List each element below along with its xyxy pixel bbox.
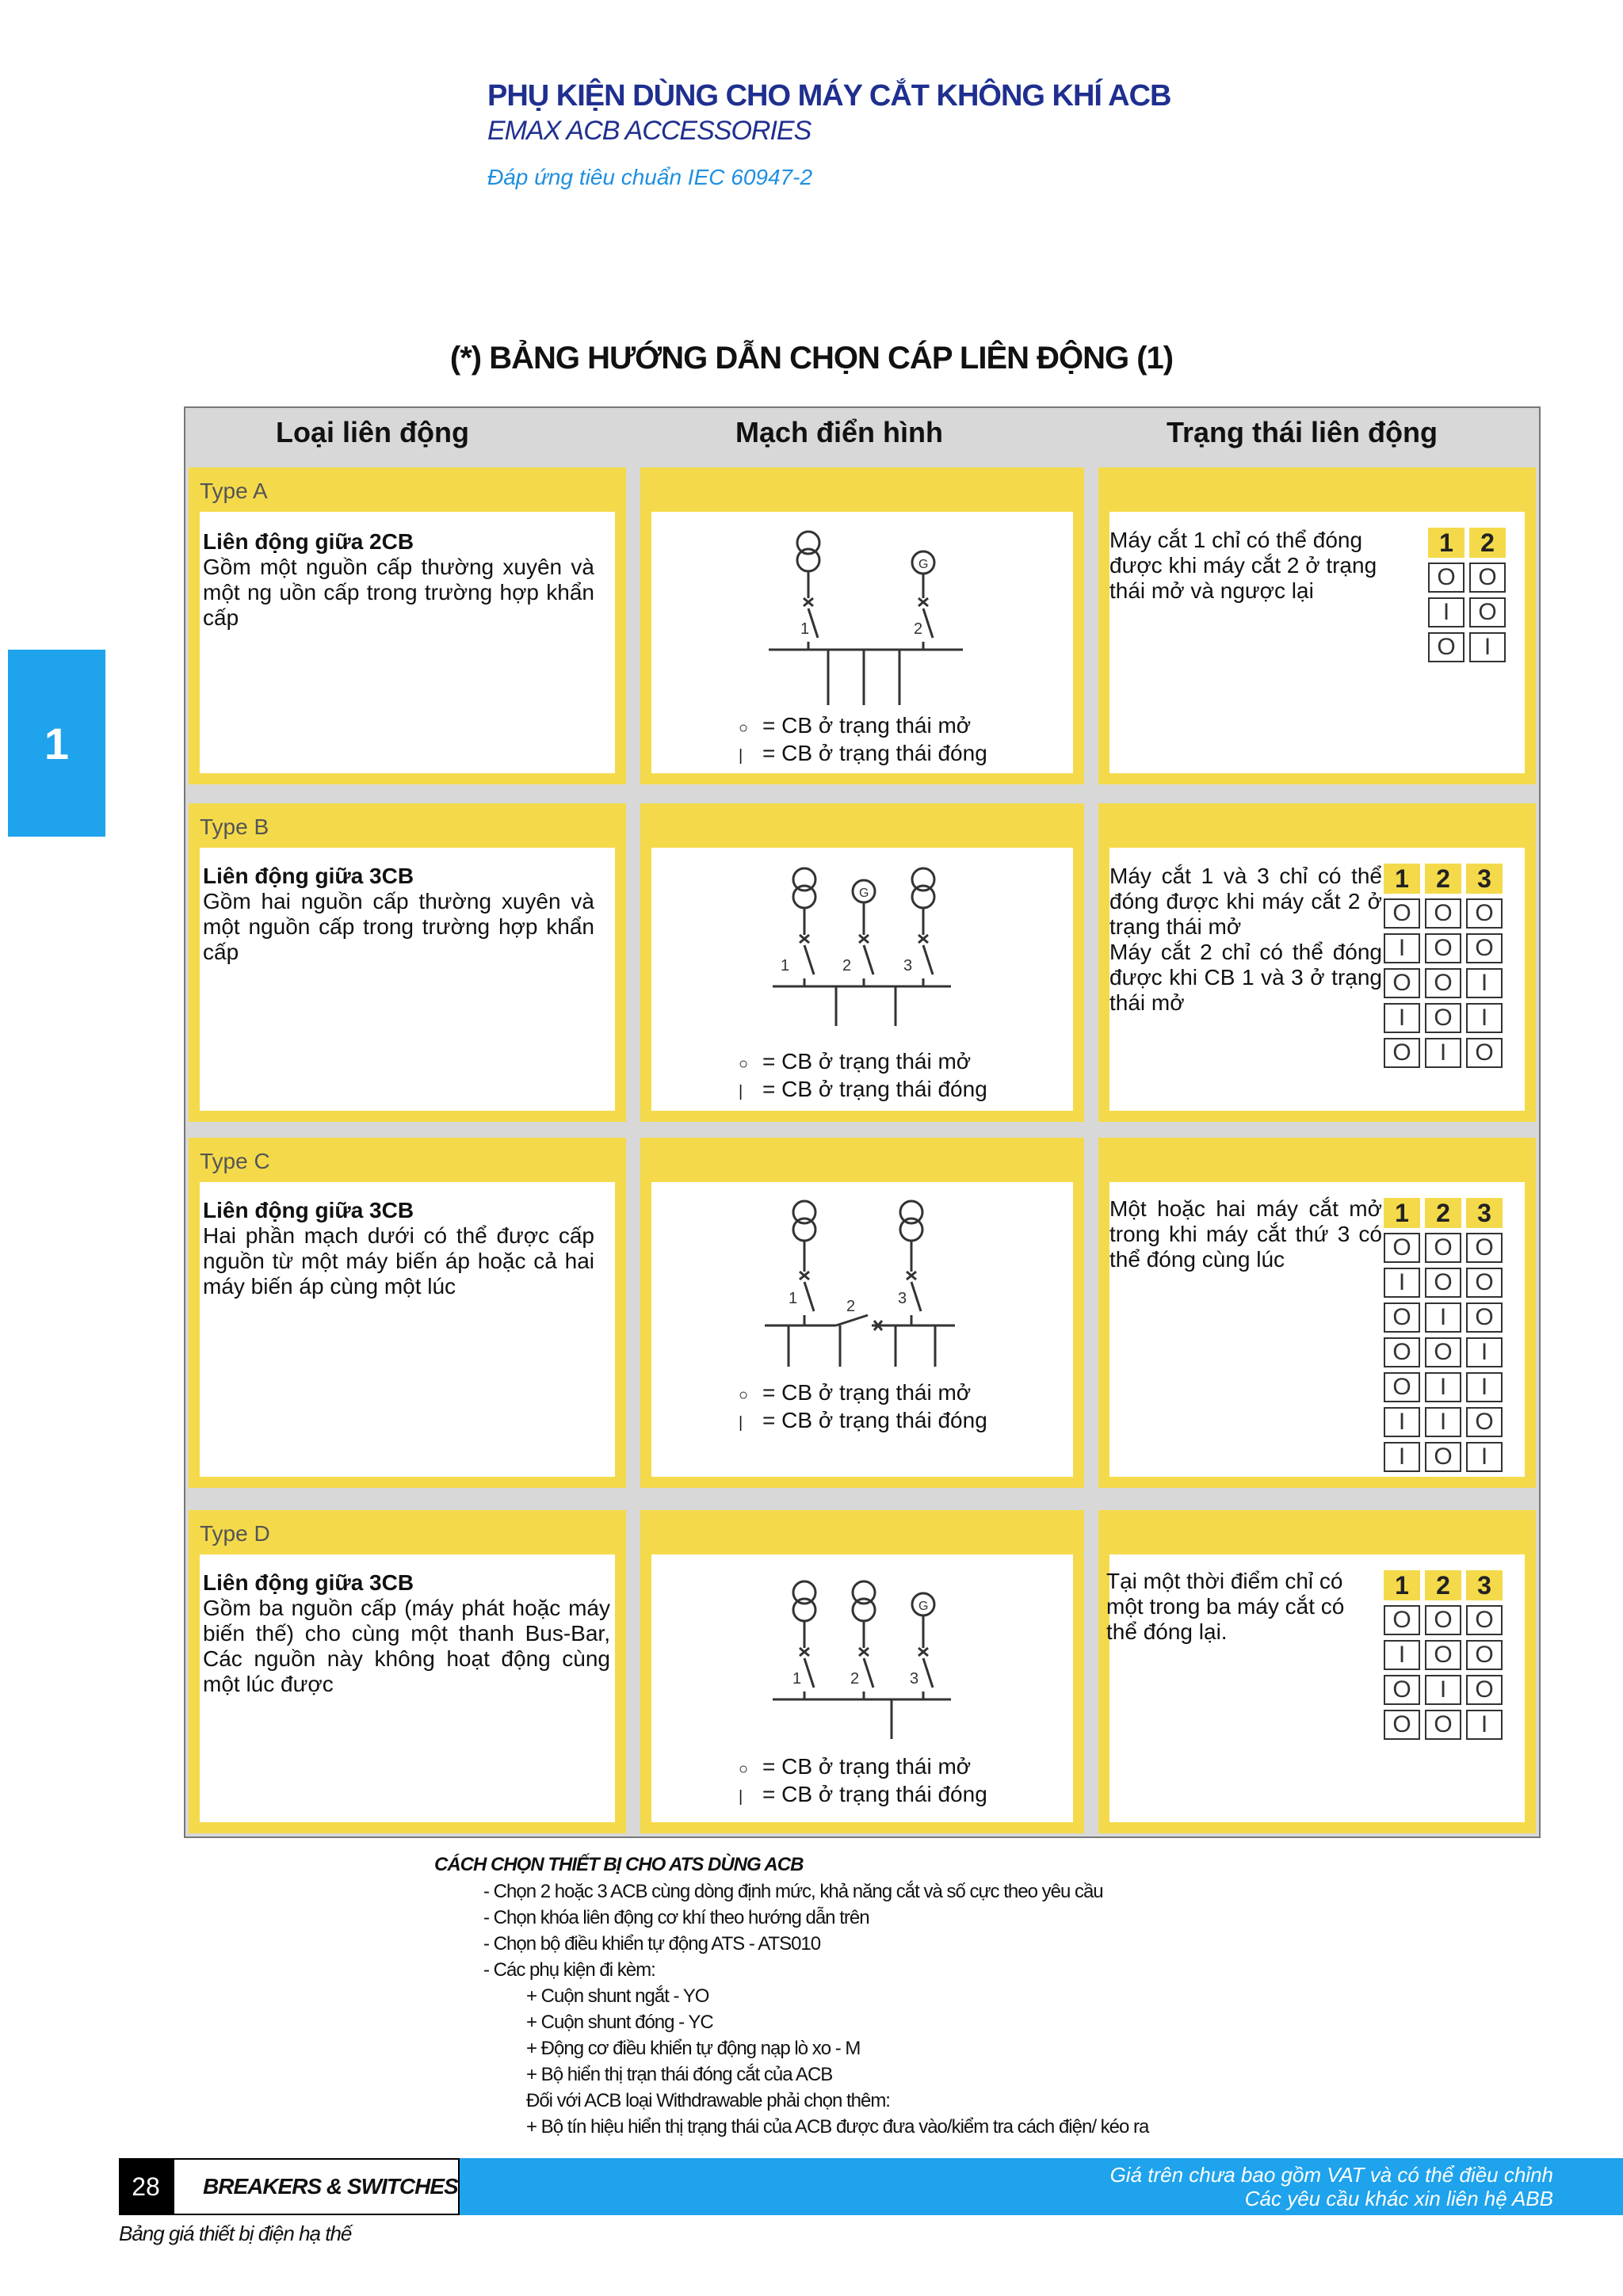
state-cell: I: [1384, 1003, 1420, 1033]
closed-symbol-icon: |: [739, 1083, 743, 1100]
state-row: [1384, 968, 1503, 998]
type-d-state-bar: [1098, 1510, 1536, 1554]
state-row: [1384, 1233, 1503, 1263]
state-cell: O: [1425, 933, 1461, 963]
state-row: [1384, 1407, 1503, 1437]
state-cell: O: [1466, 1640, 1503, 1670]
type-d-label: Type D: [200, 1521, 270, 1546]
type-c-label: Type C: [200, 1149, 270, 1173]
closed-symbol-icon: |: [739, 747, 743, 765]
state-cell: I: [1425, 1407, 1461, 1437]
state-cell: I: [1469, 632, 1506, 662]
type-a-title: Liên động giữa 2CB: [203, 529, 414, 554]
state-cell: O: [1425, 1710, 1461, 1740]
note-line: - Các phụ kiện đi kèm:: [483, 1959, 655, 1981]
type-a-label: Type A: [200, 479, 268, 503]
type-a-circuit-diagram: [753, 523, 975, 705]
state-cell: I: [1384, 1640, 1420, 1670]
state-header-cb1: 1: [1428, 528, 1465, 558]
state-cell: O: [1428, 563, 1465, 593]
state-cell: O: [1466, 1605, 1503, 1635]
state-table: [1379, 1566, 1507, 1745]
state-header-cb1: 1: [1384, 1198, 1420, 1228]
state-cell: O: [1384, 1675, 1420, 1705]
state-cell: O: [1384, 968, 1420, 998]
generator-icon: G: [918, 558, 929, 571]
state-row: [1384, 898, 1503, 929]
state-header-cb2: 2: [1469, 528, 1506, 558]
type-b-state-grid: [1379, 859, 1507, 1073]
open-symbol-icon: ○: [739, 1055, 749, 1073]
state-header-cb2: 2: [1425, 1570, 1461, 1600]
closed-symbol-icon: |: [739, 1414, 743, 1432]
type-d-state-text: Tại một thời điểm chỉ có một trong ba máy cắt có thể đóng lại.: [1106, 1569, 1345, 1644]
state-row: [1428, 597, 1506, 627]
note-sub-line: + Cuộn shunt đóng - YC: [526, 2012, 713, 2033]
document-title: PHỤ KIỆN DÙNG CHO MÁY CẮT KHÔNG KHÍ ACB: [487, 79, 1171, 113]
column-header-circuit: Mạch điển hình: [735, 416, 944, 448]
closed-symbol-icon: |: [739, 1788, 743, 1806]
type-c-state-text: Một hoặc hai máy cắt mở trong khi máy cắt thứ 3 có thể đóng cùng lúc: [1109, 1196, 1382, 1272]
table-title: (*) BẢNG HƯỚNG DẪN CHỌN CÁP LIÊN ĐỘNG (1): [449, 341, 1174, 376]
state-row: [1384, 1003, 1503, 1033]
standard-note: Đáp ứng tiêu chuẩn IEC 60947-2: [487, 165, 813, 189]
state-header-cb3: 3: [1466, 1198, 1503, 1228]
type-b-desc-text: Gồm hai nguồn cấp thường xuyên và một nguồn cấp trong trường hợp khẩn cấp: [203, 889, 594, 964]
footer-note-bar: [460, 2158, 1623, 2215]
state-row: [1384, 1710, 1503, 1740]
state-header-cb1: 1: [1384, 864, 1420, 894]
note-line: - Chọn 2 hoặc 3 ACB cùng dòng định mức, khả năng cắt và số cực theo yêu cầu: [483, 1881, 1103, 1902]
state-header-cb2: 2: [1425, 1198, 1461, 1228]
state-cell: O: [1469, 597, 1506, 627]
state-cell: I: [1425, 1038, 1461, 1068]
open-symbol-icon: ○: [739, 719, 749, 737]
type-d-desc-text: Gồm ba nguồn cấp (máy phát hoặc máy biến thế) cho cùng một thanh Bus-Bar, Các nguồn này không hoạt động cùng một lúc được: [203, 1596, 610, 1696]
note-line: - Chọn bộ điều khiển tự động ATS - ATS010: [483, 1933, 821, 1955]
note-sub-line: + Bộ hiển thị trạn thái đóng cắt của ACB: [526, 2064, 833, 2085]
state-header-cb1: 1: [1384, 1570, 1420, 1600]
type-c-title: Liên động giữa 3CB: [203, 1198, 414, 1222]
state-cell: O: [1466, 1302, 1503, 1333]
document-subtitle: EMAX ACB ACCESSORIES: [487, 116, 812, 146]
state-row: [1384, 1605, 1503, 1635]
type-b-state-bar: [1098, 803, 1536, 848]
note-sub-line: + Bộ tín hiệu hiển thị trạng thái của ACB được đưa vào/kiểm tra cách điện/ kéo ra: [526, 2116, 1149, 2138]
state-cell: O: [1384, 1302, 1420, 1333]
state-cell: O: [1466, 1407, 1503, 1437]
type-c-circuit-diagram: [757, 1192, 963, 1375]
state-cell: O: [1466, 898, 1503, 929]
type-b-circuit-bar: [640, 803, 1084, 848]
state-table: [1379, 859, 1507, 1073]
type-d-cb3-label: 3: [910, 1670, 919, 1688]
type-b-cb1-label: 1: [781, 957, 790, 974]
type-c-circuit-bar: [640, 1138, 1084, 1182]
type-b-circuit-diagram: [761, 860, 959, 1042]
state-cell: O: [1384, 1605, 1420, 1635]
state-row: [1384, 1640, 1503, 1670]
state-cell: I: [1384, 1407, 1420, 1437]
type-b-label: Type B: [200, 814, 269, 839]
footer-note-1: Giá trên chưa bao gồm VAT và có thể điều chỉnh: [1109, 2163, 1553, 2187]
state-cell: I: [1425, 1372, 1461, 1402]
type-d-legend: ○ = CB ở trạng thái mở | = CB ở trạng thái đóng: [739, 1754, 987, 1810]
state-row: [1428, 563, 1506, 593]
type-b-legend-open: CB ở trạng thái mở: [781, 1049, 972, 1074]
type-d-state-grid: [1379, 1566, 1507, 1745]
section-tab: 1: [8, 650, 105, 837]
type-d-cb2-label: 2: [850, 1670, 860, 1688]
note-line: - Chọn khóa liên động cơ khí theo hướng dẫn trên: [483, 1907, 869, 1928]
type-d-circuit-bar: [640, 1510, 1084, 1554]
state-cell: I: [1384, 933, 1420, 963]
type-c-cb1-label: 1: [789, 1290, 798, 1307]
type-d-circuit-diagram: [761, 1573, 959, 1755]
state-cell: I: [1466, 1442, 1503, 1472]
state-row: [1384, 1038, 1503, 1068]
type-c-description: [203, 1198, 594, 1299]
footer-caption: Bảng giá thiết bị điện hạ thế: [119, 2222, 352, 2245]
state-cell: O: [1425, 1003, 1461, 1033]
state-cell: O: [1469, 563, 1506, 593]
state-cell: I: [1466, 1003, 1503, 1033]
state-row: [1384, 1302, 1503, 1333]
open-symbol-icon: ○: [739, 1386, 749, 1404]
state-row: [1384, 933, 1503, 963]
generator-icon: G: [918, 1600, 929, 1613]
state-cell: O: [1425, 1640, 1461, 1670]
state-table: [1379, 1193, 1507, 1477]
state-cell: I: [1466, 1337, 1503, 1367]
state-cell: I: [1466, 968, 1503, 998]
state-cell: I: [1384, 1268, 1420, 1298]
state-cell: I: [1466, 1372, 1503, 1402]
type-c-desc-text: Hai phần mạch dưới có thể được cấp nguồn từ một máy biến áp hoặc cả hai máy biến áp cùng một lúc: [203, 1223, 594, 1299]
type-a-cb1-label: 1: [800, 620, 810, 638]
type-b-legend-closed: CB ở trạng thái đóng: [781, 1077, 987, 1101]
ats-notes-list: [483, 1881, 1103, 1985]
type-a-cb2-label: 2: [914, 620, 923, 638]
note-sub-line: Đối với ACB loại Withdrawable phải chọn thêm:: [526, 2090, 890, 2111]
state-cell: O: [1466, 1038, 1503, 1068]
state-cell: O: [1466, 933, 1503, 963]
type-d-legend-open: CB ở trạng thái mở: [781, 1754, 972, 1779]
state-row: [1384, 1675, 1503, 1705]
type-b-cb3-label: 3: [903, 957, 913, 974]
type-c-state-grid: [1379, 1193, 1507, 1477]
state-table: [1423, 523, 1510, 667]
state-row: [1384, 1372, 1503, 1402]
state-row: [1384, 1268, 1503, 1298]
state-cell: I: [1428, 597, 1465, 627]
type-d-description: [203, 1570, 610, 1697]
generator-icon: G: [859, 887, 869, 900]
state-cell: O: [1428, 632, 1465, 662]
state-cell: O: [1384, 1372, 1420, 1402]
type-a-state-text: Máy cắt 1 chỉ có thể đóng được khi máy cắt 2 ở trạng thái mở và ngược lại: [1109, 528, 1377, 603]
type-c-cb3-label: 3: [898, 1290, 907, 1307]
note-sub-line: + Động cơ điều khiển tự động nạp lò xo - M: [526, 2038, 861, 2059]
note-sub-line: + Cuộn shunt ngắt - YO: [526, 1985, 709, 2007]
state-header-cb2: 2: [1425, 864, 1461, 894]
type-b-title: Liên động giữa 3CB: [203, 864, 414, 888]
state-row: [1428, 632, 1506, 662]
type-a-circuit-bar: [640, 467, 1084, 512]
open-symbol-icon: ○: [739, 1760, 749, 1778]
state-cell: O: [1425, 898, 1461, 929]
state-cell: O: [1425, 1337, 1461, 1367]
state-cell: O: [1425, 968, 1461, 998]
state-row: [1384, 1442, 1503, 1472]
state-cell: O: [1425, 1233, 1461, 1263]
state-cell: I: [1466, 1710, 1503, 1740]
type-a-description: [203, 529, 594, 631]
type-b-cb2-label: 2: [842, 957, 852, 974]
type-a-state-grid: [1423, 523, 1510, 667]
state-cell: O: [1425, 1442, 1461, 1472]
page-number: 28: [119, 2158, 173, 2215]
type-b-state-text: Máy cắt 1 và 3 chỉ có thể đóng được khi máy cắt 2 ở trạng thái mở Máy cắt 2 chỉ có thể đóng được khi CB 1 và 3 ở trạng thái mở: [1109, 864, 1382, 1015]
type-c-state-bar: [1098, 1138, 1536, 1182]
state-cell: I: [1384, 1442, 1420, 1472]
type-a-state-bar: [1098, 467, 1536, 512]
type-a-desc-text: Gồm một nguồn cấp thường xuyên và một ng uồn cấp trong trường hợp khẩn cấp: [203, 555, 594, 630]
state-cell: O: [1466, 1675, 1503, 1705]
state-cell: O: [1384, 898, 1420, 929]
ats-notes-title: CÁCH CHỌN THIẾT BỊ CHO ATS DÙNG ACB: [434, 1854, 804, 1875]
state-header-cb3: 3: [1466, 1570, 1503, 1600]
ats-accessories-list: [526, 1985, 1148, 2142]
state-cell: O: [1384, 1038, 1420, 1068]
state-row: [1384, 1337, 1503, 1367]
state-cell: O: [1384, 1710, 1420, 1740]
type-d-legend-closed: CB ở trạng thái đóng: [781, 1782, 987, 1806]
type-d-cb1-label: 1: [792, 1670, 802, 1688]
state-cell: O: [1466, 1268, 1503, 1298]
type-b-legend: ○ = CB ở trạng thái mở | = CB ở trạng thái đóng: [739, 1049, 987, 1104]
column-header-type: Loại liên động: [276, 416, 469, 448]
type-a-legend-closed: CB ở trạng thái đóng: [781, 741, 987, 765]
type-c-legend-closed: CB ở trạng thái đóng: [781, 1408, 987, 1432]
type-a-legend: ○ = CB ở trạng thái mở | = CB ở trạng thái đóng: [739, 713, 987, 769]
footer-section: BREAKERS & SWITCHES: [173, 2158, 460, 2215]
state-cell: I: [1425, 1302, 1461, 1333]
column-header-state: Trạng thái liên động: [1167, 416, 1438, 448]
type-c-legend-open: CB ở trạng thái mở: [781, 1380, 972, 1405]
type-b-description: [203, 864, 594, 965]
type-c-legend: ○ = CB ở trạng thái mở | = CB ở trạng thái đóng: [739, 1380, 987, 1436]
state-header-cb3: 3: [1466, 864, 1503, 894]
type-d-title: Liên động giữa 3CB: [203, 1570, 414, 1595]
state-cell: O: [1384, 1233, 1420, 1263]
footer-note-2: Các yêu cầu khác xin liên hệ ABB: [1244, 2187, 1553, 2210]
state-cell: O: [1466, 1233, 1503, 1263]
type-c-cb2-label: 2: [846, 1298, 856, 1315]
state-cell: O: [1425, 1268, 1461, 1298]
state-cell: I: [1425, 1675, 1461, 1705]
type-a-legend-open: CB ở trạng thái mở: [781, 713, 972, 738]
state-cell: O: [1425, 1605, 1461, 1635]
state-cell: O: [1384, 1337, 1420, 1367]
